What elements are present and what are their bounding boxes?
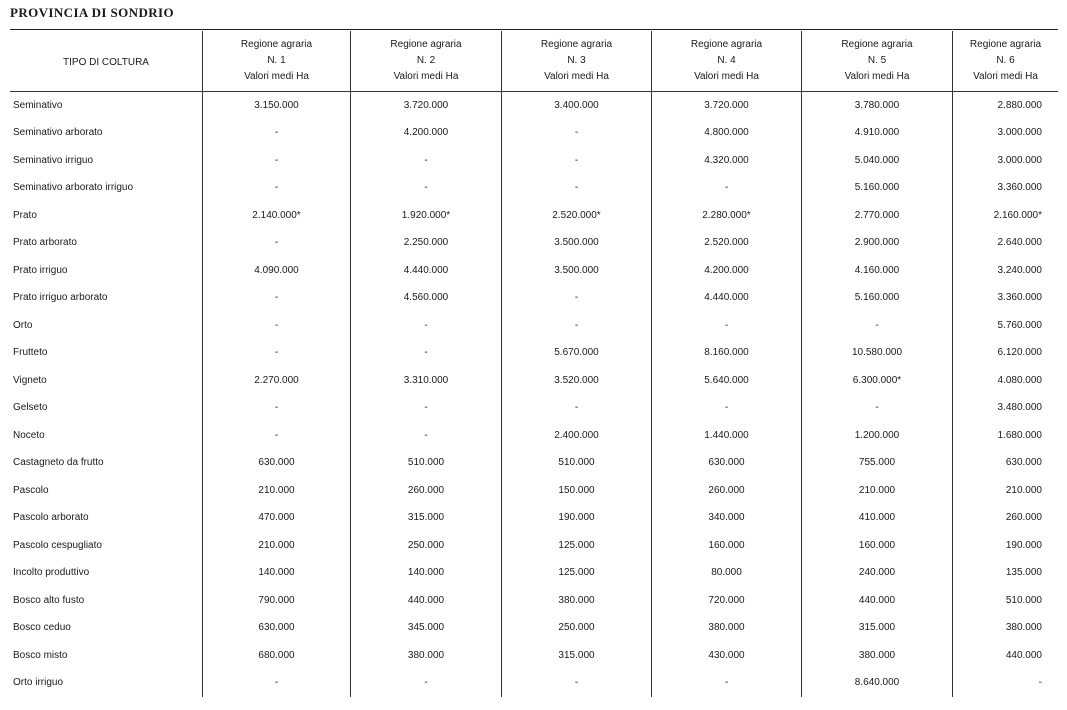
crop-name: Seminativo arborato [13,127,103,139]
region-header-label: Regione agraria [240,39,313,50]
value-cell: 2.520.000* [501,202,651,230]
value-cell: 380.000 [952,615,1058,643]
value-cell: - [651,175,801,203]
value-cell: 1.680.000 [952,422,1058,450]
crop-name: Bosco ceduo [13,622,71,634]
value-cell: 3.720.000 [350,92,501,120]
crop-name: Castagneto da frutto [13,457,104,469]
value-cell: - [202,422,350,450]
crop-name: Seminativo arborato irriguo [13,182,134,194]
value-cell: - [501,285,651,313]
value-cell: 140.000 [350,560,501,588]
value-cell: 160.000 [651,532,801,560]
value-cell: 3.000.000 [952,120,1058,148]
value-cell: 720.000 [651,587,801,615]
value-cell: 10.580.000 [801,340,952,368]
value-cell: 210.000 [801,477,952,505]
value-cell: 630.000 [651,450,801,478]
value-cell: 4.160.000 [801,257,952,285]
value-cell: - [651,312,801,340]
value-cell: 630.000 [202,615,350,643]
value-cell: - [501,670,651,698]
crop-name: Orto [13,319,33,331]
value-cell: - [202,285,350,313]
region-header-number: N. 6 [996,55,1015,66]
value-cell: - [202,312,350,340]
value-cell: 790.000 [202,587,350,615]
crop-name: Frutteto [13,347,48,359]
value-cell: 315.000 [350,505,501,533]
value-cell: 755.000 [801,450,952,478]
value-cell: 8.160.000 [651,340,801,368]
value-cell: 8.640.000 [801,670,952,698]
value-cell: 440.000 [350,587,501,615]
crop-name: Pascolo cespugliato [13,539,102,551]
value-cell: 3.500.000 [501,257,651,285]
title-rule [10,29,1058,30]
region-header-label: Regione agraria [390,39,462,50]
region-header-label: Regione agraria [969,39,1042,50]
crop-name: Bosco misto [13,649,68,661]
value-cell: 150.000 [501,477,651,505]
value-cell: 3.360.000 [952,175,1058,203]
value-cell: 3.500.000 [501,230,651,258]
value-cell: 2.250.000 [350,230,501,258]
value-cell: 3.240.000 [952,257,1058,285]
value-cell: 5.160.000 [801,175,952,203]
value-cell: 345.000 [350,615,501,643]
value-cell: 2.900.000 [801,230,952,258]
value-cell: - [501,312,651,340]
region-header-number: N. 4 [717,55,736,66]
region-header-number: N. 3 [567,55,586,66]
value-cell: - [202,175,350,203]
value-cell: - [350,670,501,698]
crop-name: Prato [13,209,37,221]
value-cell: 135.000 [952,560,1058,588]
region-header-unit: Valori medi Ha [544,71,609,82]
value-cell: 2.160.000* [952,202,1058,230]
value-cell: - [501,120,651,148]
value-cell: 2.640.000 [952,230,1058,258]
value-cell: 380.000 [350,642,501,670]
value-cell: 3.780.000 [801,92,952,120]
region-header-label: Regione agraria [841,39,913,50]
crop-name: Pascolo [13,484,49,496]
value-cell: 340.000 [651,505,801,533]
value-cell: - [202,395,350,423]
value-cell: 3.000.000 [952,147,1058,175]
value-cell: 3.480.000 [952,395,1058,423]
value-cell: 2.880.000 [952,92,1058,120]
value-cell: 315.000 [501,642,651,670]
value-cell: 4.090.000 [202,257,350,285]
value-cell: 1.440.000 [651,422,801,450]
value-cell: 190.000 [952,532,1058,560]
region-header-5 [801,31,952,92]
land-value-table [10,31,1058,697]
region-header-unit: Valori medi Ha [844,71,910,82]
value-cell: - [651,670,801,698]
value-cell: - [350,422,501,450]
crop-name: Orto irriguo [13,677,64,689]
value-cell: 125.000 [501,532,651,560]
value-cell: - [202,120,350,148]
value-cell: 4.910.000 [801,120,952,148]
value-cell: 510.000 [501,450,651,478]
value-cell: - [501,175,651,203]
value-cell: - [651,395,801,423]
value-cell: - [952,670,1058,698]
value-cell: 510.000 [952,587,1058,615]
value-cell: - [350,312,501,340]
value-cell: 680.000 [202,642,350,670]
crop-name: Prato arborato [13,237,77,249]
region-header-1 [202,31,350,92]
value-cell: 160.000 [801,532,952,560]
crop-name: Prato irriguo [13,264,68,276]
crop-name: Bosco alto fusto [13,594,85,606]
value-cell: - [801,395,952,423]
region-header-unit: Valori medi Ha [694,71,759,82]
value-cell: 4.200.000 [651,257,801,285]
value-cell: 80.000 [651,560,801,588]
region-header-unit: Valori medi Ha [973,71,1038,82]
value-cell: - [350,340,501,368]
value-cell: - [501,147,651,175]
value-cell: 250.000 [350,532,501,560]
region-header-number: N. 5 [867,55,887,66]
value-cell: 5.670.000 [501,340,651,368]
value-cell: 3.400.000 [501,92,651,120]
value-cell: - [202,147,350,175]
value-cell: 4.440.000 [651,285,801,313]
region-header-unit: Valori medi Ha [244,71,309,82]
crop-name: Incolto produttivo [13,567,90,579]
region-header-label: Regione agraria [540,39,613,50]
value-cell: 1.200.000 [801,422,952,450]
region-header-6 [952,31,1058,92]
value-cell: 3.520.000 [501,367,651,395]
value-cell: 630.000 [202,450,350,478]
value-cell: 260.000 [952,505,1058,533]
crop-type-header: TIPO DI COLTURA [10,31,202,92]
value-cell: 2.140.000* [202,202,350,230]
value-cell: - [350,395,501,423]
value-cell: 2.400.000 [501,422,651,450]
value-cell: 260.000 [651,477,801,505]
value-cell: 430.000 [651,642,801,670]
region-header-label: Regione agraria [690,39,763,50]
value-cell: 210.000 [202,532,350,560]
value-cell: 630.000 [952,450,1058,478]
value-cell: 470.000 [202,505,350,533]
value-cell: 440.000 [952,642,1058,670]
value-cell: 315.000 [801,615,952,643]
region-header-3 [501,31,651,92]
crop-name: Seminativo irriguo [13,154,94,166]
value-cell: 410.000 [801,505,952,533]
value-cell: 210.000 [202,477,350,505]
region-header-4 [651,31,801,92]
region-header-unit: Valori medi Ha [393,71,459,82]
value-cell: 240.000 [801,560,952,588]
crop-name: Noceto [13,429,45,441]
value-cell: 5.640.000 [651,367,801,395]
value-cell: 190.000 [501,505,651,533]
value-cell: - [202,670,350,698]
value-cell: 510.000 [350,450,501,478]
crop-name: Vigneto [13,374,47,386]
value-cell: 210.000 [952,477,1058,505]
value-cell: 125.000 [501,560,651,588]
value-cell: 250.000 [501,615,651,643]
crop-name: Gelseto [13,402,48,414]
value-cell: 1.920.000* [350,202,501,230]
value-cell: 2.280.000* [651,202,801,230]
value-cell: 440.000 [801,587,952,615]
value-cell: 2.520.000 [651,230,801,258]
page-title: PROVINCIA DI SONDRIO [10,5,175,20]
value-cell: 4.800.000 [651,120,801,148]
value-cell: - [801,312,952,340]
value-cell: 3.150.000 [202,92,350,120]
region-header-number: N. 1 [267,55,286,66]
value-cell: 4.440.000 [350,257,501,285]
value-cell: 6.120.000 [952,340,1058,368]
value-cell: 3.310.000 [350,367,501,395]
value-cell: - [202,340,350,368]
value-cell: 3.360.000 [952,285,1058,313]
value-cell: 3.720.000 [651,92,801,120]
value-cell: - [350,147,501,175]
value-cell: 4.320.000 [651,147,801,175]
value-cell: 6.300.000* [801,367,952,395]
region-header-2 [350,31,501,92]
value-cell: 380.000 [801,642,952,670]
value-cell: 4.080.000 [952,367,1058,395]
value-cell: 380.000 [651,615,801,643]
value-cell: 5.040.000 [801,147,952,175]
value-cell: 380.000 [501,587,651,615]
value-cell: 5.160.000 [801,285,952,313]
crop-name: Pascolo arborato [13,512,89,524]
value-cell: 4.200.000 [350,120,501,148]
crop-name: Seminativo [13,99,63,111]
value-cell: 4.560.000 [350,285,501,313]
value-cell: 260.000 [350,477,501,505]
region-header-number: N. 2 [416,55,436,66]
value-cell: - [202,230,350,258]
value-cell: - [350,175,501,203]
value-cell: 2.270.000 [202,367,350,395]
crop-name: Prato irriguo arborato [13,292,108,304]
value-cell: 5.760.000 [952,312,1058,340]
value-cell: - [501,395,651,423]
value-cell: 2.770.000 [801,202,952,230]
value-cell: 140.000 [202,560,350,588]
